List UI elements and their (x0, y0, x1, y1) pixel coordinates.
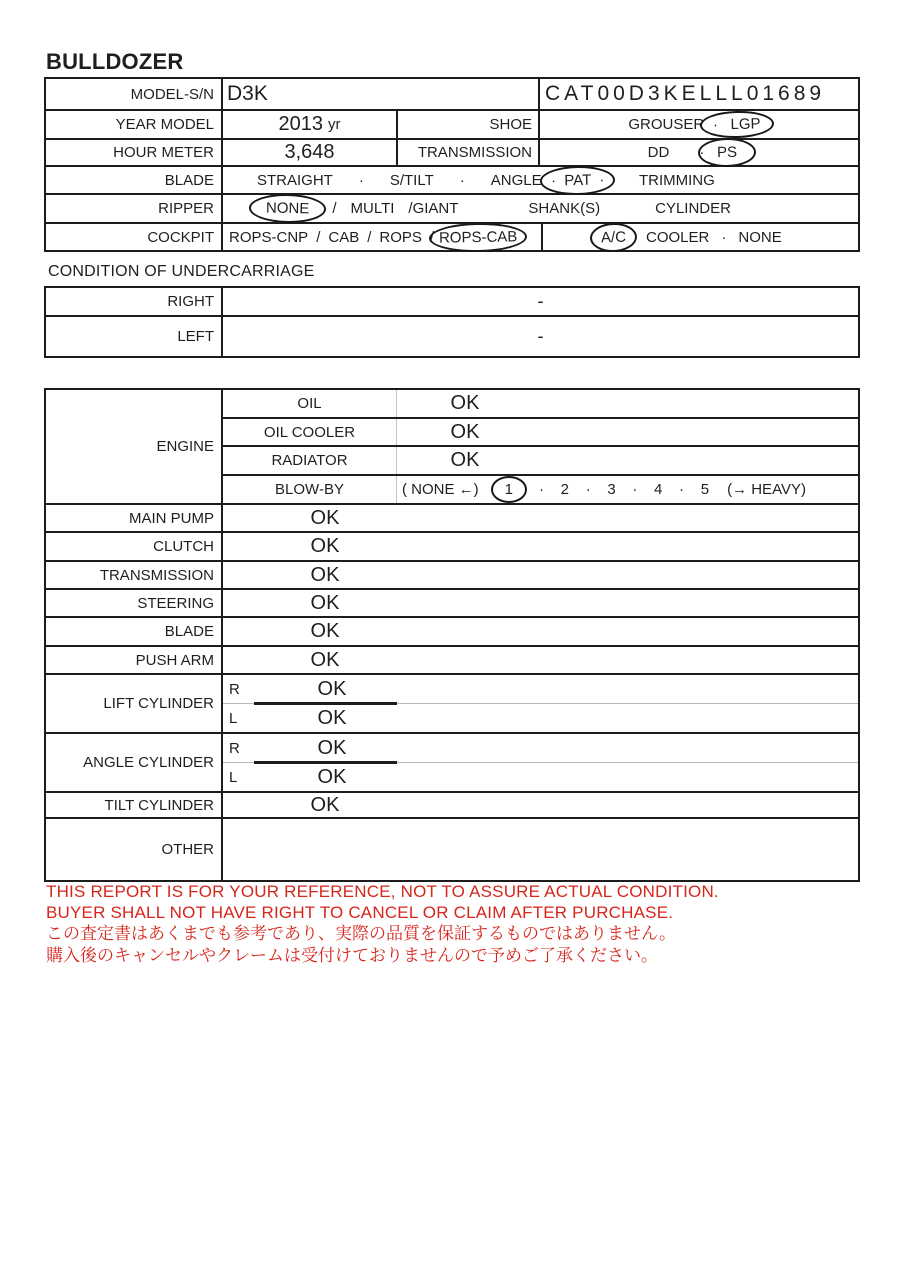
clutch-status-ok: OK (310, 535, 340, 557)
separator-slash: / (316, 228, 321, 246)
angle-l-status-ok: OK (317, 765, 347, 788)
ripper-option-shanks: SHANK(S) (528, 200, 601, 217)
tilt-cylinder-label: TILT CYLINDER (46, 793, 223, 817)
separator-dot: · (699, 144, 705, 161)
lift-r-label: R (229, 680, 240, 698)
transmission-option-dd: DD (647, 144, 670, 161)
cockpit-label: COCKPIT (46, 224, 223, 250)
shoe-options (540, 111, 858, 138)
undercarriage-heading: CONDITION OF UNDERCARRIAGE (48, 263, 315, 280)
row-model-sn (46, 79, 858, 109)
circle-selected-rops-cab: ROPS-CAB (429, 222, 528, 253)
other-value (223, 819, 858, 880)
check-row-blade (46, 616, 858, 645)
blade-check-label: BLADE (46, 618, 223, 645)
shoe-label: SHOE (398, 111, 540, 138)
blowby-scale (397, 481, 858, 498)
year-number: 2013 (278, 113, 323, 135)
circle-selected-ps: PS (698, 137, 757, 167)
row-year-shoe (46, 109, 858, 138)
cockpit-option-rops: ROPS (379, 228, 422, 246)
right-value: - (537, 291, 544, 311)
inspection-table (44, 388, 860, 882)
hour-meter-label: HOUR METER (46, 140, 223, 165)
disclaimer-line-3-jp: この査定書はあくまでも参考であり、実際の品質を保証するものではありません。 (46, 924, 677, 943)
check-row-tilt-cylinder (46, 791, 858, 817)
separator-slash: / (429, 228, 435, 246)
cockpit-option-cab: CAB (328, 228, 360, 246)
transmission-status-ok: OK (310, 563, 340, 586)
blowby-heavy-end: (→ HEAVY) (727, 481, 806, 498)
row-blade (46, 165, 858, 193)
push-arm-status-ok: OK (310, 648, 340, 671)
separator-slash: / (367, 228, 372, 246)
model-sn-label: MODEL-S/N (46, 79, 223, 109)
transmission-options (540, 140, 858, 165)
lift-cylinder-left-row (223, 703, 858, 732)
row-hour-transmission (46, 138, 858, 165)
main-pump-status-ok: OK (310, 506, 340, 529)
model-value: D3K (223, 79, 540, 109)
steering-label: STEERING (46, 590, 223, 616)
spec-table (44, 77, 860, 252)
blowby-label: BLOW-BY (223, 476, 397, 503)
check-row-push-arm (46, 645, 858, 673)
oil-cooler-status-ok: OK (450, 420, 480, 443)
tilt-status-ok: OK (310, 793, 340, 816)
angle-cylinder-right-row (223, 734, 858, 762)
angle-cylinder-label: ANGLE CYLINDER (46, 734, 223, 791)
serial-value: CAT00D3KELLL01689 (545, 82, 826, 105)
lift-l-label: L (229, 709, 238, 727)
separator-dot: · (358, 171, 364, 189)
left-value: - (537, 326, 544, 346)
radiator-label: RADIATOR (223, 447, 397, 474)
clutch-label: CLUTCH (46, 533, 223, 560)
cockpit-option-rops-cnp: ROPS-CNP (229, 228, 309, 246)
disclaimer-line-2: BUYER SHALL NOT HAVE RIGHT TO CANCEL OR CLAIM AFTER PURCHASE. (46, 903, 674, 922)
year-unit: yr (328, 116, 341, 133)
undercarriage-left-row (46, 315, 858, 356)
angle-r-label: R (229, 739, 240, 757)
lift-cylinder-right-row (223, 675, 858, 703)
hour-meter-value: 3,648 (223, 140, 398, 165)
ac-option-none: NONE (738, 228, 782, 246)
circle-selected-none: NONE (249, 193, 327, 223)
engine-group (46, 390, 858, 503)
undercarriage-table (44, 286, 860, 358)
other-row (46, 817, 858, 880)
handdrawn-line (254, 702, 397, 705)
engine-oil-row (223, 390, 858, 417)
undercarriage-right-row (46, 288, 858, 315)
steering-status-ok: OK (310, 591, 340, 614)
lift-cylinder-group (46, 673, 858, 732)
oil-status-ok: OK (450, 392, 480, 414)
disclaimer-line-4-jp: 購入後のキャンセルやクレームは受付けておりませんので予めご了承ください。 (46, 946, 658, 965)
separator-slash: / (332, 200, 337, 217)
ripper-option-multi: MULTI (350, 200, 395, 217)
engine-radiator-row (223, 445, 858, 474)
circle-selected-level-1: 1 (491, 476, 527, 503)
check-row-clutch (46, 531, 858, 560)
handdrawn-line (254, 761, 397, 764)
engine-label: ENGINE (46, 390, 223, 503)
engine-oil-cooler-row (223, 417, 858, 445)
row-cockpit (46, 222, 858, 250)
disclaimer (46, 881, 719, 967)
lift-cylinder-label: LIFT CYLINDER (46, 675, 223, 732)
blade-option-angle: ANGLE (490, 171, 542, 189)
lift-l-status-ok: OK (317, 706, 347, 729)
blade-status-ok: OK (310, 620, 340, 642)
angle-cylinder-left-row (223, 762, 858, 791)
cockpit-options (223, 224, 543, 250)
ripper-label: RIPPER (46, 195, 223, 222)
year-model-label: YEAR MODEL (46, 111, 223, 138)
transmission-label: TRANSMISSION (398, 140, 540, 165)
left-label: LEFT (46, 317, 223, 356)
blowby-none-end: ( NONE ←) (402, 481, 479, 498)
blowby-levels: · 2 · 3 · 4 · 5 (539, 481, 710, 498)
ripper-option-cylinder: CYLINDER (655, 200, 731, 217)
other-label: OTHER (46, 819, 223, 880)
angle-cylinder-group (46, 732, 858, 791)
shoe-option-grouser: GROUSER (628, 116, 705, 133)
disclaimer-line-1: THIS REPORT IS FOR YOUR REFERENCE, NOT TO ASSURE ACTUAL CONDITION. (46, 882, 719, 901)
circle-selected-pat: · PAT · (539, 165, 615, 195)
push-arm-label: PUSH ARM (46, 647, 223, 673)
angle-r-status-ok: OK (317, 736, 347, 759)
check-row-steering (46, 588, 858, 616)
ac-options (543, 224, 858, 250)
oil-cooler-label: OIL COOLER (223, 419, 397, 445)
blade-option-straight: STRAIGHT (257, 171, 333, 189)
check-row-main-pump (46, 503, 858, 531)
blade-option-stilt: S/TILT (389, 171, 434, 189)
transmission-check-label: TRANSMISSION (46, 562, 223, 588)
lift-r-status-ok: OK (317, 677, 347, 700)
oil-label: OIL (223, 390, 397, 417)
blade-label: BLADE (46, 167, 223, 193)
row-ripper (46, 193, 858, 222)
right-label: RIGHT (46, 288, 223, 315)
ac-option-cooler: COOLER (646, 228, 710, 246)
blade-option-trimming: TRIMMING (638, 171, 715, 189)
year-value (223, 111, 398, 138)
check-row-transmission (46, 560, 858, 588)
page-title: BULLDOZER (46, 49, 184, 74)
circle-selected-ac: A/C (590, 222, 638, 253)
radiator-status-ok: OK (450, 449, 480, 471)
separator-dot: · (459, 171, 465, 189)
ripper-options (223, 195, 858, 222)
separator-dot: · (721, 228, 727, 246)
ripper-option-giant: /GIANT (408, 200, 459, 217)
engine-blowby-row (223, 474, 858, 503)
main-pump-label: MAIN PUMP (46, 505, 223, 531)
blade-options (223, 167, 858, 193)
angle-l-label: L (229, 768, 238, 786)
circle-selected-lgp: · LGP (700, 110, 774, 139)
